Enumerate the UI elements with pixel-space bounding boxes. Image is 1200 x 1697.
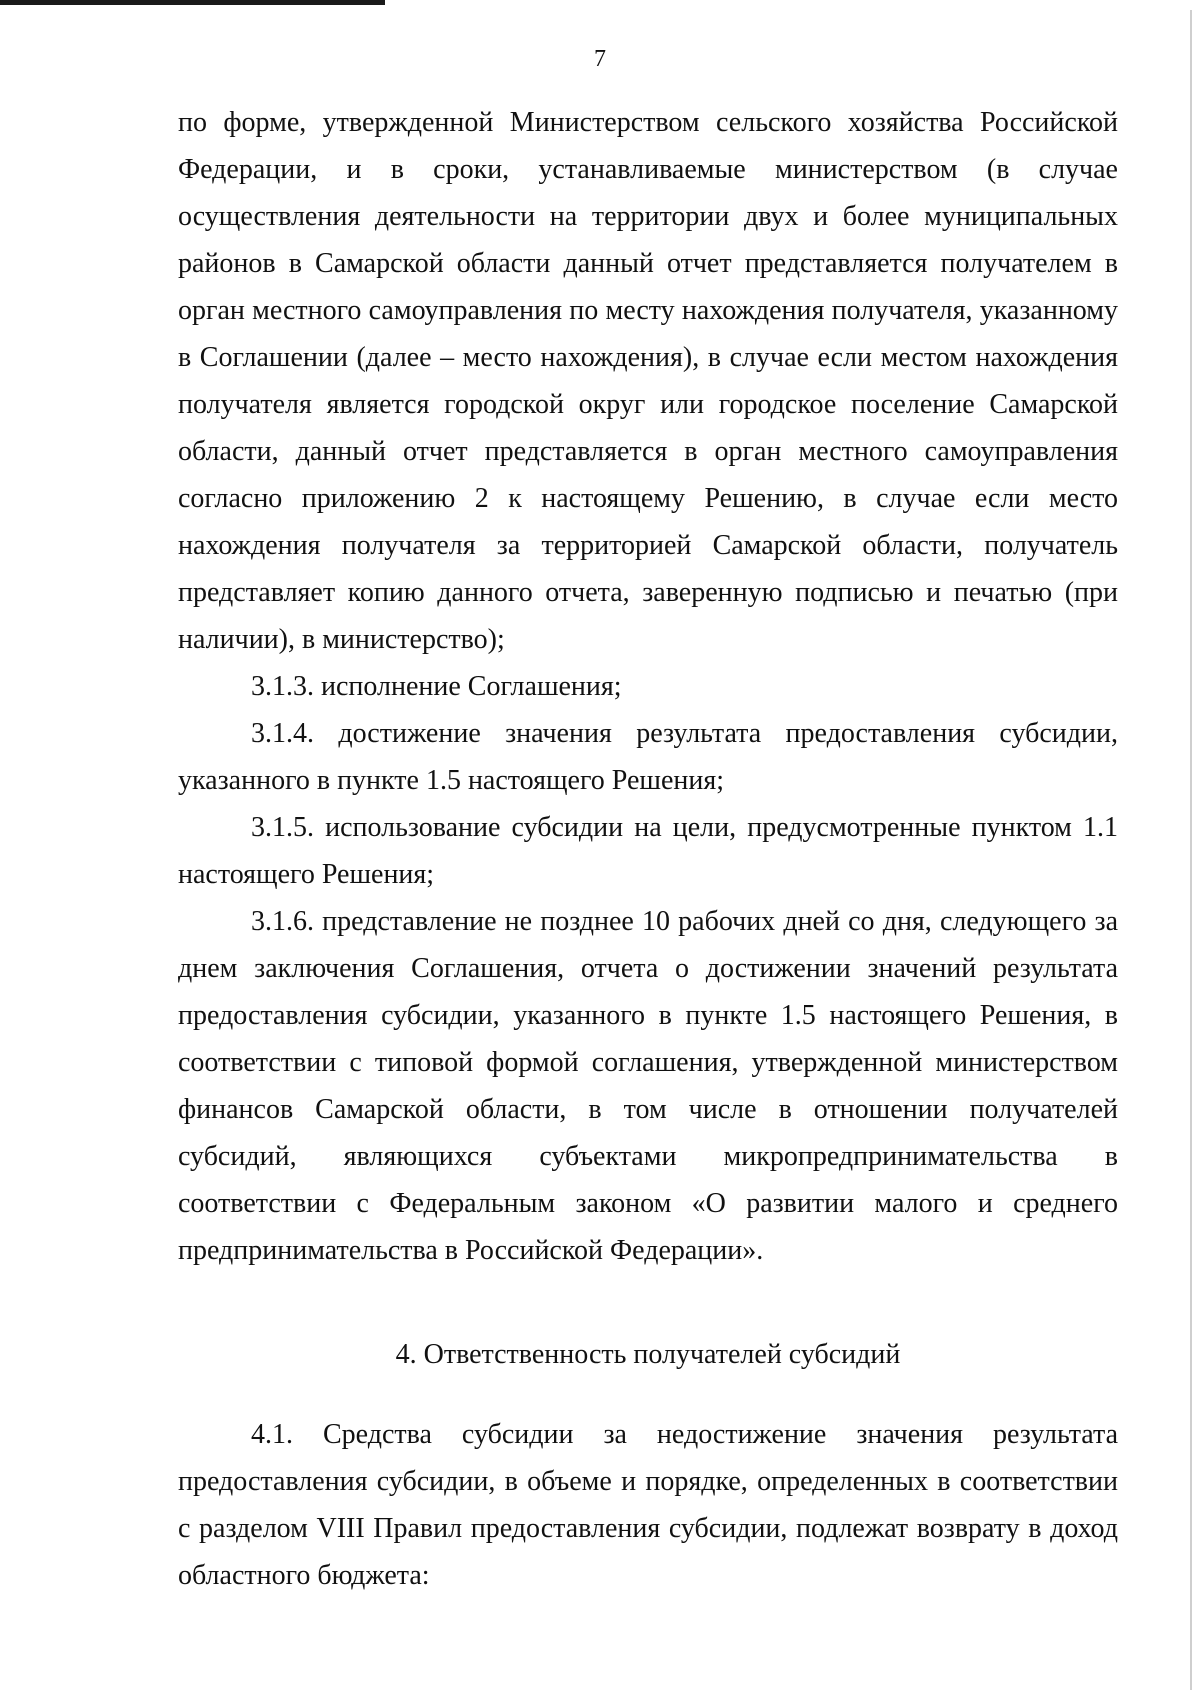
paragraph-3-1-5: 3.1.5. использование субсидии на цели, предусмотренные пунктом 1.1 настоящего Решения; bbox=[178, 812, 1118, 890]
paragraph-3-1-3: 3.1.3. исполнение Соглашения; bbox=[251, 671, 622, 702]
body-text-upper bbox=[178, 99, 1118, 1274]
paragraph-4-1: 4.1. Средства субсидии за недостижение значения результата предоставления субсидии, в объеме и порядке, определенных в соответствии с разделом VIII Правил предоставления субсидии, подлежат возврату в доход областного бюджета: bbox=[178, 1419, 1118, 1591]
paragraph-3-1-6: 3.1.6. представление не позднее 10 рабочих дней со дня, следующего за днем заключения Соглашения, отчета о достижении значений результата предоставления субсидии, указанного в пункте 1.5 настоящего Решения, в соответствии с типовой формой соглашения, утвержденной министерством финансов Самарской области, в том числе в отношении получателей субсидий, являющихся субъектами микропредпринимательства в соответствии с Федеральным законом «О развитии малого и среднего предпринимательства в Российской Федерации». bbox=[178, 906, 1118, 1266]
section-4-heading-block bbox=[178, 1331, 1118, 1378]
scan-top-border bbox=[0, 0, 385, 5]
section-4-heading: 4. Ответственность получателей субсидий bbox=[395, 1339, 901, 1370]
page-number: 7 bbox=[594, 46, 606, 72]
paragraph-report-form: по форме, утвержденной Министерством сельского хозяйства Российской Федерации, и в сроки, устанавливаемые министерством (в случае осуществления деятельности на территории двух и более муниципальных районов в Самарской области данный отчет представляется получателем в орган местного самоуправления по месту нахождения получателя, указанному в Соглашении (далее – место нахождения), в случае если местом нахождения получателя является городской округ или городское поселение Самарской области, данный отчет представляется в орган местного самоуправления согласно приложению 2 к настоящему Решению, в случае если место нахождения получателя за территорией Самарской области, получатель представляет копию данного отчета, заверенную подписью и печатью (при наличии), в министерство); bbox=[178, 107, 1118, 655]
section-4-body bbox=[178, 1411, 1118, 1599]
paragraph-3-1-4: 3.1.4. достижение значения результата предоставления субсидии, указанного в пункте 1.5 настоящего Решения; bbox=[178, 718, 1118, 796]
scan-right-border bbox=[1190, 10, 1192, 1690]
